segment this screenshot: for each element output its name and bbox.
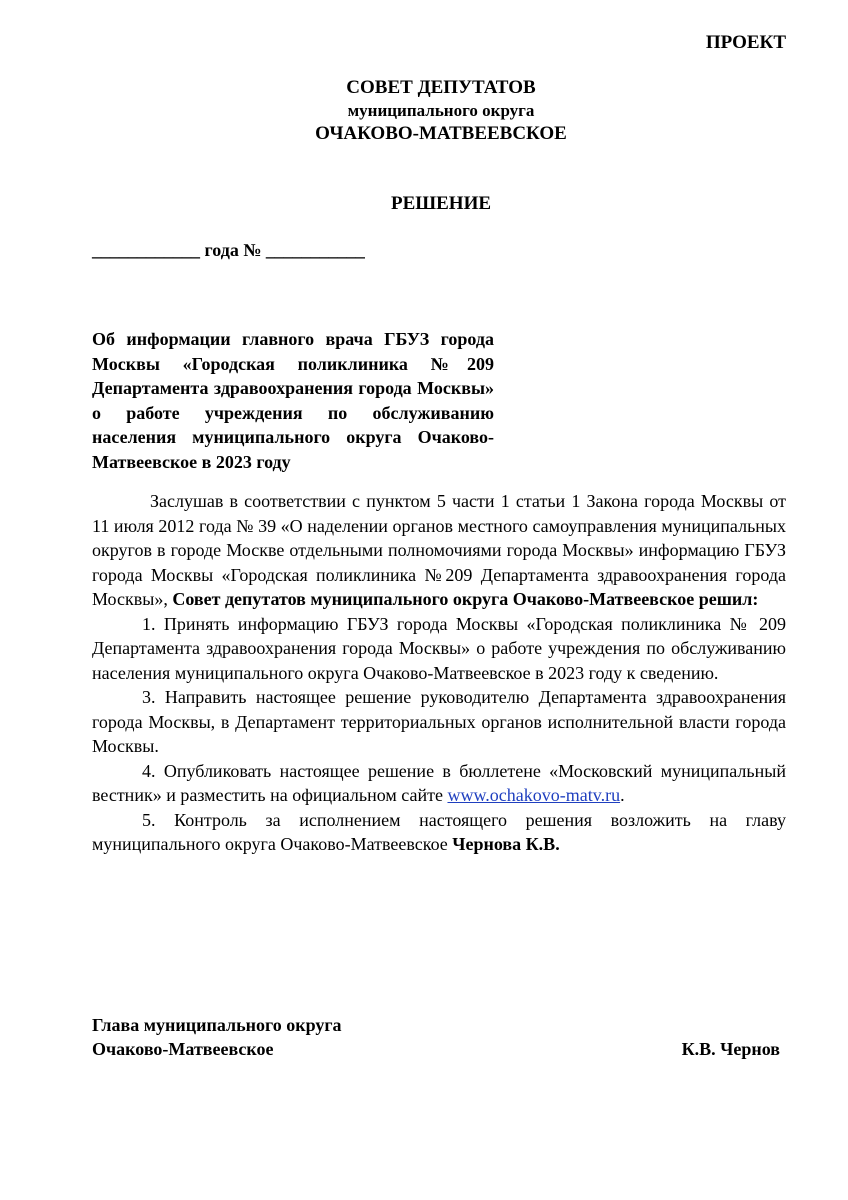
decision-item-4 (92, 759, 786, 808)
decision-item-3: 3. Направить настоящее решение руководителю Департамента здравоохранения города Москвы, в Департамент территориальных органов исполнительной власти города Москвы. (92, 687, 786, 756)
item-4-end: . (620, 785, 625, 805)
document-subject: Об информации главного врача ГБУЗ города Москвы «Городская поликлиника №209 Департамента здравоохранения города Москвы» о работе учреждения по обслуживанию населения муниципального округа Очаково-Матвеевское в 2023 году (92, 329, 494, 472)
preamble-text: Заслушав в соответствии с пунктом 5 части 1 статьи 1 Закона города Москвы от 11 июля 2012 года № 39 «О наделении органов местного самоуправления муниципальных округов в городе Москве отдельными полномочиями города Москвы» информацию ГБУЗ города Москвы «Городская поликлиника №209 Департамента здравоохранения города Москвы», (92, 491, 786, 609)
item-5-text: 5. Контроль за исполнением настоящего решения возложить на главу муниципального округа Очаково-Матвеевское (92, 809, 786, 854)
signer-title-line-2: Очаково-Матвеевское (92, 1039, 274, 1059)
decision-item-1: 1. Принять информацию ГБУЗ города Москвы «Городская поликлиника № 209 Департамента здравоохранения города Москвы» о работе учреждения по обслуживанию населения муниципального округа Очаково-Матвеевское в 2023 году к сведению. (92, 613, 786, 683)
decision-item-5 (92, 808, 786, 857)
document-type: РЕШЕНИЕ (390, 193, 492, 214)
preamble-paragraph (92, 489, 786, 612)
preamble-decision: Совет депутатов муниципального округа Очаково-Матвеевское решил: (172, 589, 759, 609)
district-name: ОЧАКОВО-МАТВЕЕВСКОЕ (315, 123, 567, 144)
item-5-responsible: Чернова К.В. (452, 834, 560, 854)
signature-block (92, 1013, 786, 1061)
date-number-line: ____________ года № ___________ (92, 240, 365, 260)
document-header (0, 76, 848, 146)
council-title: СОВЕТ ДЕПУТАТОВ (346, 77, 536, 98)
signer-row (92, 1037, 786, 1061)
document-body (92, 489, 786, 857)
council-subtitle: муниципального округа (347, 101, 535, 120)
signer-name: К.В. Чернов (681, 1039, 780, 1059)
signer-title-line-1: Глава муниципального округа (92, 1015, 342, 1035)
official-site-link[interactable]: www.ochakovo-matv.ru (447, 785, 621, 805)
draft-stamp: ПРОЕКТ (705, 32, 786, 53)
item-4-text: 4. Опубликовать настоящее решение в бюллетене «Московский муниципальный вестник» и разместить на официальном сайте (92, 760, 786, 805)
